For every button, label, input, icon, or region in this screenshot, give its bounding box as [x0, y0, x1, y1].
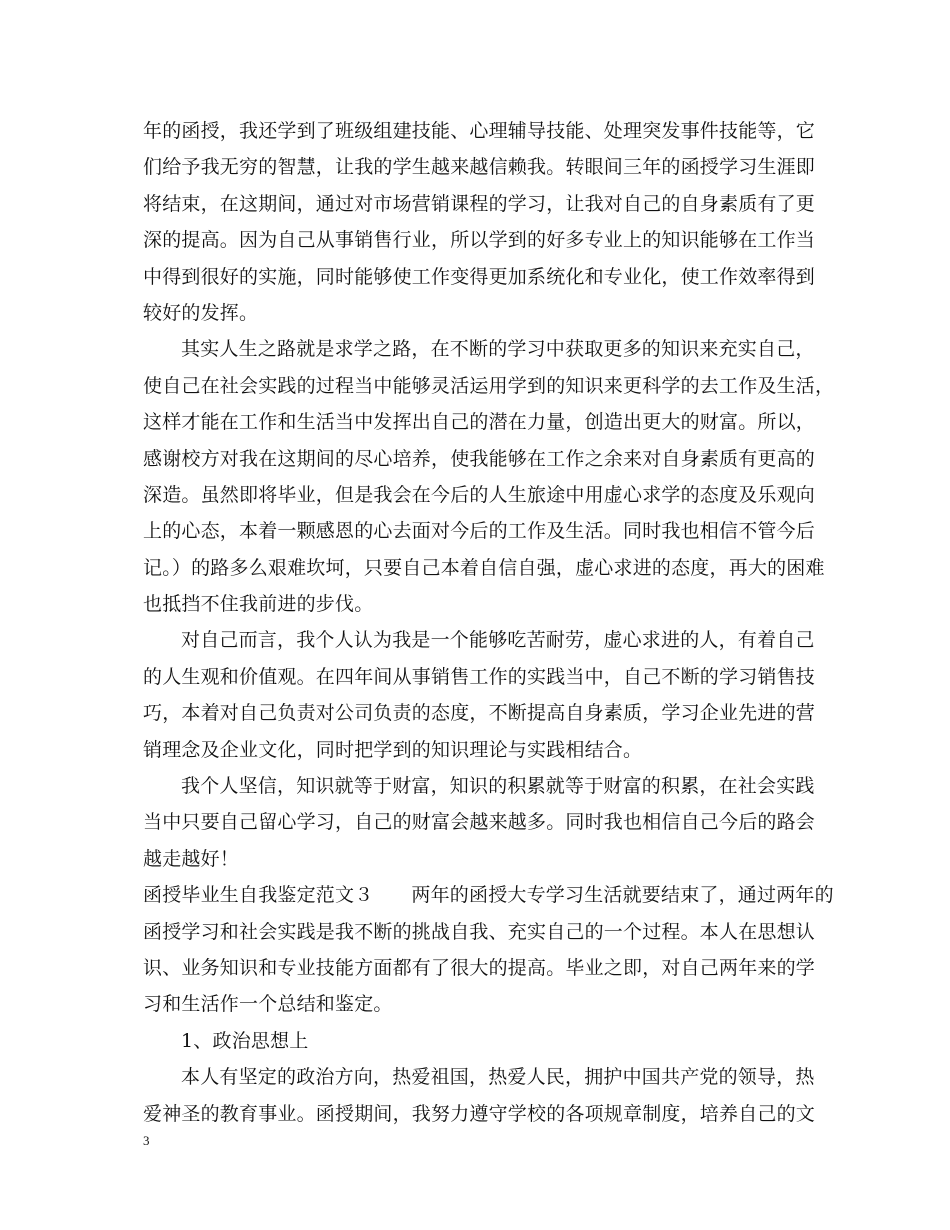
- page-number: 3: [143, 1133, 150, 1148]
- paragraph-first-line: 其实人生之路就是求学之路，在不断的学习中获取更多的知识来充实自己，: [181, 338, 815, 361]
- text-line: 函授学习和社会实践是我不断的挑战自我、充实自己的一个过程。本人在思想认: [143, 920, 816, 943]
- section-heading: 函授毕业生自我鉴定范文３: [143, 884, 374, 907]
- paragraph-first-line: 本人有坚定的政治方向，热爱祖国，热爱人民，拥护中国共产党的领导，热: [181, 1066, 815, 1089]
- text-line: 识、业务知识和专业技能方面都有了很大的提高。毕业之即，对自己两年来的学: [143, 956, 816, 979]
- section-intro: 两年的函授大专学习生活就要结束了，通过两年的: [411, 884, 834, 907]
- text-line: 也抵挡不住我前进的步伐。: [143, 593, 374, 616]
- subheading: 1、政治思想上: [181, 1029, 309, 1052]
- text-line: 深的提高。因为自己从事销售行业，所以学到的好多专业上的知识能够在工作当: [143, 229, 816, 252]
- text-line: 巧，本着对自己负责对公司负责的态度，不断提高自身素质，学习企业先进的营: [143, 702, 816, 725]
- text-line: 年的函授，我还学到了班级组建技能、心理辅导技能、处理突发事件技能等，它: [143, 120, 816, 142]
- text-line: 们给予我无穷的智慧，让我的学生越来越信赖我。转眼间三年的函授学习生涯即: [143, 156, 816, 179]
- text-line: 越走越好！: [143, 847, 240, 870]
- text-line: 较好的发挥。: [143, 301, 259, 324]
- text-line: 这样才能在工作和生活当中发挥出自己的潜在力量，创造出更大的财富。所以，: [143, 411, 816, 434]
- text-line: 爱神圣的教育事业。函授期间，我努力遵守学校的各项规章制度，培养自己的文: [143, 1102, 816, 1125]
- text-line: 深造。虽然即将毕业，但是我会在今后的人生旅途中用虚心求学的态度及乐观向: [143, 483, 816, 506]
- section-heading-line: [143, 877, 834, 913]
- text-line: 的人生观和价值观。在四年间从事销售工作的实践当中，自己不断的学习销售技: [143, 665, 816, 688]
- text-line: 将结束，在这期间，通过对市场营销课程的学习，让我对自己的自身素质有了更: [143, 192, 816, 215]
- text-line: 上的心态，本着一颗感恩的心去面对今后的工作及生活。同时我也相信不管今后: [143, 520, 816, 543]
- text-line: 当中只要自己留心学习，自己的财富会越来越多。同时我也相信自己今后的路会: [143, 811, 816, 834]
- text-line: 使自己在社会实践的过程当中能够灵活运用学到的知识来更科学的去工作及生活，: [143, 374, 835, 397]
- paragraph-first-line: 我个人坚信，知识就等于财富，知识的积累就等于财富的积累，在社会实践: [181, 775, 815, 798]
- paragraph-first-line: 对自己而言，我个人认为我是一个能够吃苦耐劳，虚心求进的人，有着自己: [181, 629, 815, 652]
- text-line: 销理念及企业文化，同时把学到的知识理论与实践相结合。: [143, 738, 643, 761]
- text-line: 中得到很好的实施，同时能够使工作变得更加系统化和专业化，使工作效率得到: [143, 265, 816, 288]
- text-line: 感谢校方对我在这期间的尽心培养，使我能够在工作之余来对自身素质有更高的: [143, 447, 816, 470]
- text-line: 记。）的路多么艰难坎坷，只要自己本着自信自强，虚心求进的态度，再大的困难: [143, 556, 825, 579]
- document-body: [143, 113, 835, 1132]
- text-line: 习和生活作一个总结和鉴定。: [143, 993, 393, 1016]
